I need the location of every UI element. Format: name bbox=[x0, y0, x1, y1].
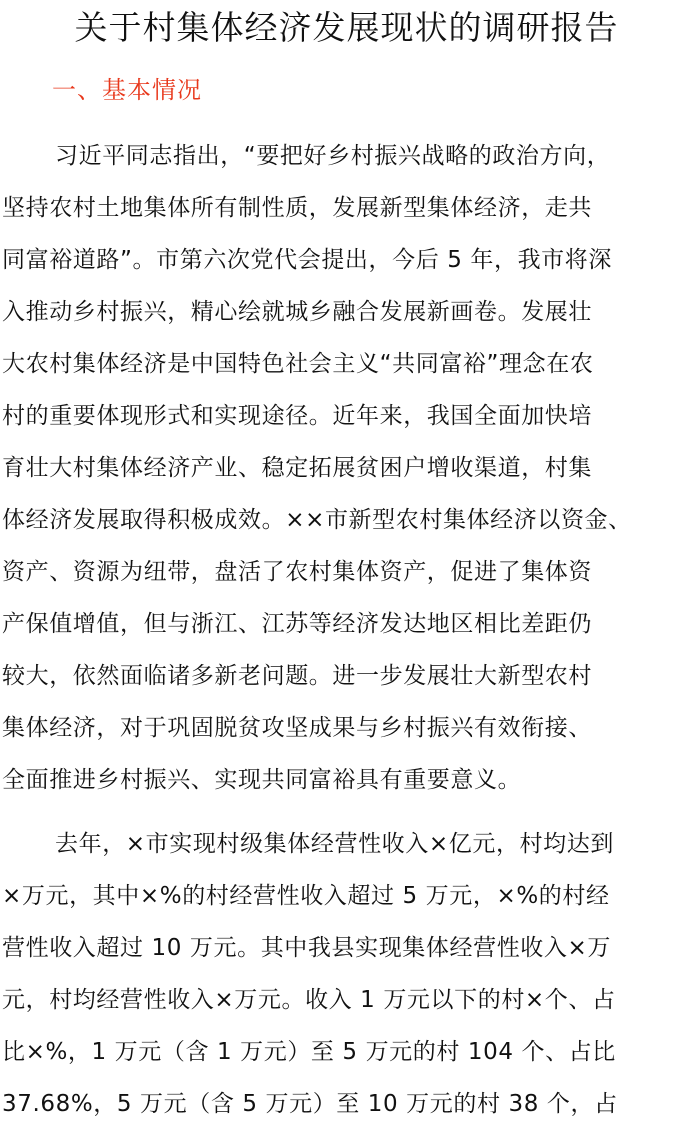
paragraph-line: 集体经济，对于巩固脱贫攻坚成果与乡村振兴有效衔接、 bbox=[2, 715, 592, 741]
paragraph-line: 坚持农村土地集体所有制性质，发展新型集体经济，走共 bbox=[2, 195, 592, 221]
paragraph-line: 大农村集体经济是中国特色社会主义“共同富裕”理念在农 bbox=[2, 351, 594, 377]
paragraph-line: 元，村均经营性收入×万元。收入 1 万元以下的村×个、占 bbox=[2, 987, 616, 1013]
paragraph-line: 全面推进乡村振兴、实现共同富裕具有重要意义。 bbox=[2, 767, 522, 793]
paragraph-intro bbox=[2, 130, 690, 806]
paragraph-line: 营性收入超过 10 万元。其中我县实现集体经营性收入×万 bbox=[2, 935, 611, 961]
paragraph-line: 37.68%，5 万元（含 5 万元）至 10 万元的村 38 个，占 bbox=[2, 1091, 618, 1117]
paragraph-line: 村的重要体现形式和实现途径。近年来，我国全面加快培 bbox=[2, 403, 592, 429]
paragraph-line: 育壮大村集体经济产业、稳定拓展贫困户增收渠道，村集 bbox=[2, 455, 592, 481]
paragraph-line: 体经济发展取得积极成效。××市新型农村集体经济以资金、 bbox=[2, 507, 632, 533]
section-heading: 一、基本情况 bbox=[52, 76, 202, 104]
paragraph-statistics bbox=[2, 818, 690, 1130]
paragraph-line: 资产、资源为纽带，盘活了农村集体资产，促进了集体资 bbox=[2, 559, 592, 585]
paragraph-line: 去年，×市实现村级集体经营性收入×亿元，村均达到 bbox=[55, 831, 614, 857]
document-title: 关于村集体经济发展现状的调研报告 bbox=[74, 8, 619, 47]
paragraph-line: 习近平同志指出，“要把好乡村振兴战略的政治方向， bbox=[55, 143, 611, 169]
paragraph-line: 入推动乡村振兴，精心绘就城乡融合发展新画卷。发展壮 bbox=[2, 299, 592, 325]
paragraph-line: 较大，依然面临诸多新老问题。进一步发展壮大新型农村 bbox=[2, 663, 592, 689]
paragraph-line: ×万元，其中×%的村经营性收入超过 5 万元，×%的村经 bbox=[2, 883, 610, 909]
paragraph-line: 产保值增值，但与浙江、江苏等经济发达地区相比差距仍 bbox=[2, 611, 592, 637]
paragraph-line: 比×%，1 万元（含 1 万元）至 5 万元的村 104 个、占比 bbox=[2, 1039, 616, 1065]
paragraph-line: 同富裕道路”。市第六次党代会提出，今后 5 年，我市将深 bbox=[2, 247, 612, 273]
